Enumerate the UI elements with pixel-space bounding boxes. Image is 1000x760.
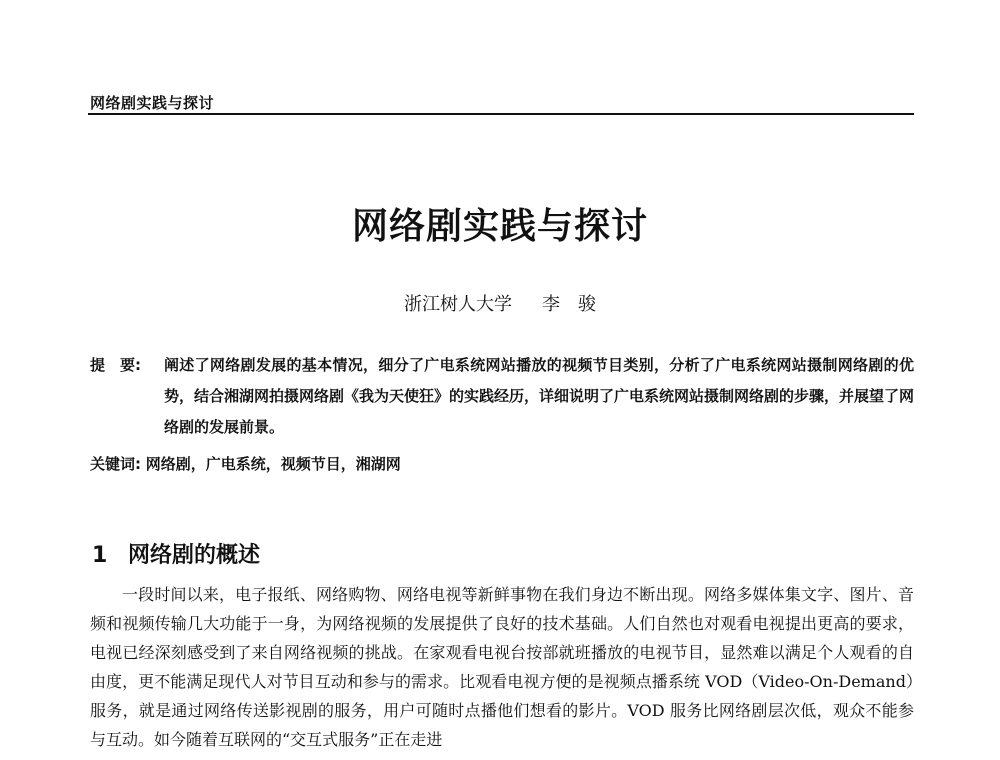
abstract	[90, 350, 914, 443]
running-header: 网络剧实践与探讨	[90, 94, 215, 112]
keywords-text: 网络剧，广电系统，视频节目，湘湖网	[145, 455, 401, 473]
keywords	[90, 452, 914, 476]
keywords-label: 关键词:	[90, 455, 141, 473]
author-name: 李 骏	[542, 294, 596, 315]
abstract-label: 提 要:	[90, 356, 141, 374]
affiliation: 浙江树人大学	[404, 294, 512, 315]
paper-title: 网络剧实践与探讨	[351, 205, 648, 247]
section-number: 1	[92, 543, 108, 568]
section-title: 网络剧的概述	[128, 543, 261, 568]
abstract-text: 阐述了网络剧发展的基本情况，细分了广电系统网站播放的视频节目类别，分析了广电系统网站摄制网络剧的优势，结合湘湖网拍摄网络剧《我为天使狂》的实践经历，详细说明了广电系统网站摄制网络剧的步骤，并展望了网络剧的发展前景。	[164, 356, 915, 436]
header-rule	[88, 113, 914, 115]
section-heading	[92, 538, 260, 569]
author-line	[0, 290, 1000, 316]
section-paragraph: 一段时间以来，电子报纸、网络购物、网络电视等新鲜事物在我们身边不断出现。网络多媒体集文字、图片、音频和视频传输几大功能于一身，为网络视频的发展提供了良好的技术基础。人们自然也对观看电视提出更高的要求，电视已经深刻感受到了来自网络视频的挑战。在家观看电视台按部就班播放的电视节目，显然难以满足个人观看的自由度，更不能满足现代人对节目互动和参与的需求。比观看电视方便的是视频点播系统 VOD（Video-On-Demand）服务，就是通过网络传送影视剧的服务，用户可随时点播他们想看的影片。VOD 服务比网络剧层次低，观众不能参与互动。如今随着互联网的“交互式服务”正在走进	[90, 585, 914, 749]
